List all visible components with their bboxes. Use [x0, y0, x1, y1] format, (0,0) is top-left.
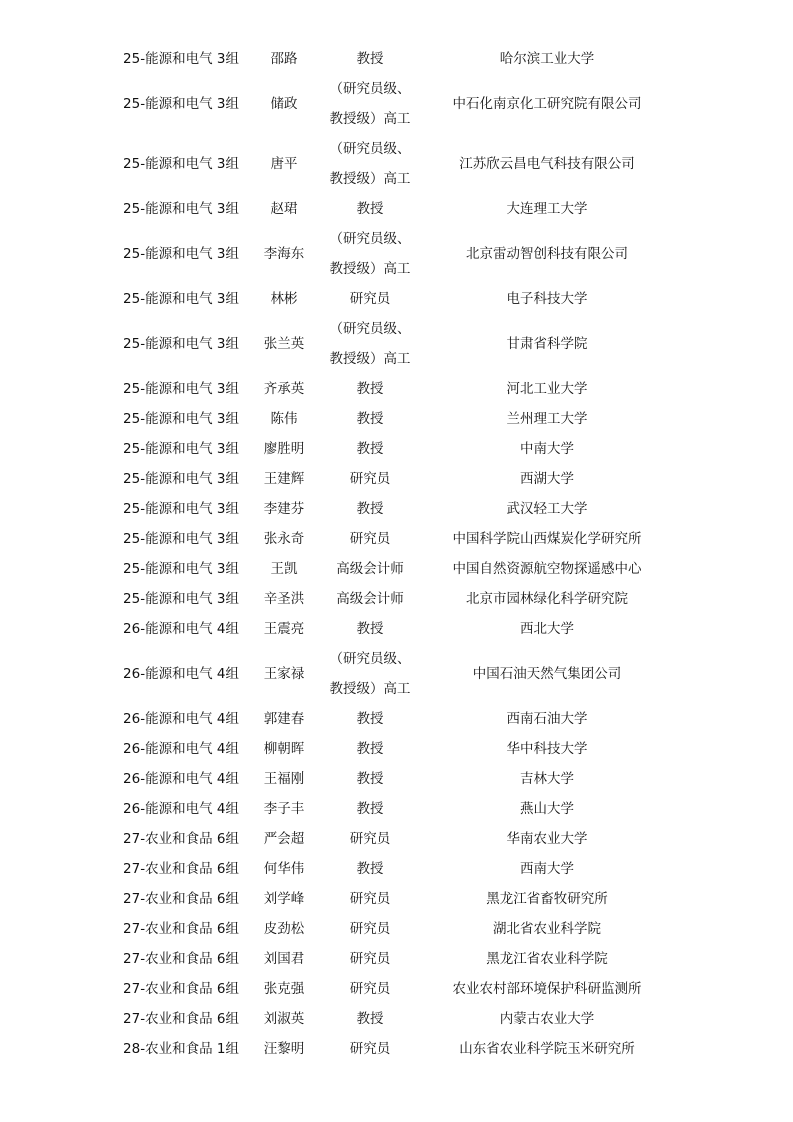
group-cell: 25-能源和电气 3组: [123, 381, 239, 397]
name-cell: 陈伟: [270, 411, 298, 427]
org-cell: 西北大学: [520, 621, 574, 637]
name-cell: 储政: [270, 96, 298, 112]
group-cell: 25-能源和电气 3组: [123, 561, 239, 577]
name-cell: 刘国君: [263, 951, 305, 967]
group-cell: 27-农业和食品 6组: [123, 861, 239, 877]
org-cell: 华中科技大学: [506, 741, 588, 757]
org-cell: 吉林大学: [520, 771, 574, 787]
group-cell: 25-能源和电气 3组: [123, 291, 239, 307]
group-cell: 27-农业和食品 6组: [123, 831, 239, 847]
name-cell: 李建芬: [263, 501, 305, 517]
group-cell: 25-能源和电气 3组: [123, 246, 239, 262]
table-row: [113, 194, 673, 224]
group-cell: 26-能源和电气 4组: [123, 621, 239, 637]
title-line: （研究员级、: [329, 81, 411, 97]
org-cell: 山东省农业科学院玉米研究所: [459, 1041, 635, 1057]
org-cell: 中国自然资源航空物探遥感中心: [452, 561, 642, 577]
name-cell: 唐平: [270, 156, 298, 172]
title-cell: 教授: [356, 711, 384, 727]
table-row: [113, 884, 673, 914]
name-cell: 严会超: [263, 831, 305, 847]
title-cell: 教授: [356, 801, 384, 817]
group-cell: 25-能源和电气 3组: [123, 531, 239, 547]
title-line: 教授级）高工: [329, 681, 411, 697]
table-row: [113, 644, 673, 704]
table-row: [113, 794, 673, 824]
table-row: [113, 1034, 673, 1064]
table-row: [113, 494, 673, 524]
table-row: [113, 584, 673, 614]
title-cell: 教授: [356, 1011, 384, 1027]
group-cell: 25-能源和电气 3组: [123, 441, 239, 457]
group-cell: 26-能源和电气 4组: [123, 801, 239, 817]
name-cell: 刘学峰: [263, 891, 305, 907]
group-cell: 25-能源和电气 3组: [123, 156, 239, 172]
org-cell: 北京市园林绿化科学研究院: [466, 591, 628, 607]
org-cell: 中南大学: [520, 441, 574, 457]
org-cell: 中石化南京化工研究院有限公司: [452, 96, 642, 112]
name-cell: 辛圣洪: [263, 591, 305, 607]
table-row: [113, 704, 673, 734]
table-row: [113, 824, 673, 854]
title-cell: 教授: [356, 861, 384, 877]
title-cell: 研究员: [349, 531, 391, 547]
org-cell: 湖北省农业科学院: [493, 921, 601, 937]
title-cell: 研究员: [349, 831, 391, 847]
title-cell: 教授: [356, 771, 384, 787]
title-line: 教授级）高工: [329, 261, 411, 277]
title-line: （研究员级、: [329, 231, 411, 247]
group-cell: 25-能源和电气 3组: [123, 591, 239, 607]
table-row: [113, 74, 673, 134]
title-line: 教授级）高工: [329, 171, 411, 187]
table-row: [113, 134, 673, 194]
table-row: [113, 764, 673, 794]
group-cell: 26-能源和电气 4组: [123, 771, 239, 787]
name-cell: 李海东: [263, 246, 305, 262]
name-cell: 林彬: [270, 291, 298, 307]
name-cell: 王震亮: [263, 621, 305, 637]
title-cell: [319, 314, 421, 374]
name-cell: 郭建春: [263, 711, 305, 727]
name-cell: 皮劲松: [263, 921, 305, 937]
table-row: [113, 974, 673, 1004]
title-cell: [319, 224, 421, 284]
table-row: [113, 734, 673, 764]
expert-list-body: [113, 44, 673, 1064]
table-row: [113, 434, 673, 464]
name-cell: 张兰英: [263, 336, 305, 352]
group-cell: 26-能源和电气 4组: [123, 666, 239, 682]
title-cell: 教授: [356, 381, 384, 397]
table-row: [113, 1004, 673, 1034]
expert-list-table: [113, 44, 673, 1064]
org-cell: 内蒙古农业大学: [499, 1011, 595, 1027]
table-row: [113, 614, 673, 644]
table-row: [113, 944, 673, 974]
table-row: [113, 464, 673, 494]
group-cell: 27-农业和食品 6组: [123, 891, 239, 907]
org-cell: 中国科学院山西煤炭化学研究所: [452, 531, 642, 547]
title-cell: 教授: [356, 621, 384, 637]
org-cell: 西南大学: [520, 861, 574, 877]
title-cell: 研究员: [349, 981, 391, 997]
title-cell: 研究员: [349, 891, 391, 907]
group-cell: 25-能源和电气 3组: [123, 201, 239, 217]
table-row: [113, 314, 673, 374]
org-cell: 甘肃省科学院: [506, 336, 588, 352]
table-row: [113, 224, 673, 284]
title-cell: 教授: [356, 741, 384, 757]
title-line: （研究员级、: [329, 141, 411, 157]
name-cell: 廖胜明: [263, 441, 305, 457]
group-cell: 27-农业和食品 6组: [123, 1011, 239, 1027]
table-row: [113, 524, 673, 554]
title-cell: 教授: [356, 501, 384, 517]
name-cell: 刘淑英: [263, 1011, 305, 1027]
org-cell: 黑龙江省农业科学院: [486, 951, 608, 967]
group-cell: 27-农业和食品 6组: [123, 951, 239, 967]
org-cell: 电子科技大学: [506, 291, 588, 307]
title-line: 教授级）高工: [329, 351, 411, 367]
org-cell: 黑龙江省畜牧研究所: [486, 891, 608, 907]
title-cell: 教授: [356, 51, 384, 67]
table-row: [113, 284, 673, 314]
group-cell: 27-农业和食品 6组: [123, 981, 239, 997]
title-cell: 研究员: [349, 921, 391, 937]
table-row: [113, 854, 673, 884]
table-row: [113, 374, 673, 404]
title-cell: 研究员: [349, 951, 391, 967]
table-row: [113, 44, 673, 74]
group-cell: 25-能源和电气 3组: [123, 96, 239, 112]
title-line: （研究员级、: [329, 651, 411, 667]
title-cell: 教授: [356, 441, 384, 457]
title-cell: [319, 134, 421, 194]
name-cell: 柳朝晖: [263, 741, 305, 757]
name-cell: 赵珺: [270, 201, 298, 217]
org-cell: 河北工业大学: [506, 381, 588, 397]
org-cell: 大连理工大学: [506, 201, 588, 217]
title-line: 教授级）高工: [329, 111, 411, 127]
name-cell: 何华伟: [263, 861, 305, 877]
title-cell: [319, 74, 421, 134]
group-cell: 25-能源和电气 3组: [123, 411, 239, 427]
group-cell: 26-能源和电气 4组: [123, 711, 239, 727]
org-cell: 西南石油大学: [506, 711, 588, 727]
org-cell: 农业农村部环境保护科研监测所: [452, 981, 642, 997]
title-line: （研究员级、: [329, 321, 411, 337]
group-cell: 25-能源和电气 3组: [123, 501, 239, 517]
group-cell: 27-农业和食品 6组: [123, 921, 239, 937]
name-cell: 王福刚: [263, 771, 305, 787]
name-cell: 张克强: [263, 981, 305, 997]
org-cell: 燕山大学: [520, 801, 574, 817]
name-cell: 张永奇: [263, 531, 305, 547]
title-cell: 教授: [356, 411, 384, 427]
table-row: [113, 914, 673, 944]
org-cell: 华南农业大学: [506, 831, 588, 847]
title-cell: 研究员: [349, 471, 391, 487]
name-cell: 李子丰: [263, 801, 305, 817]
name-cell: 邵路: [270, 51, 298, 67]
org-cell: 江苏欣云昌电气科技有限公司: [459, 156, 635, 172]
org-cell: 武汉轻工大学: [506, 501, 588, 517]
name-cell: 齐承英: [263, 381, 305, 397]
group-cell: 25-能源和电气 3组: [123, 51, 239, 67]
table-row: [113, 404, 673, 434]
group-cell: 25-能源和电气 3组: [123, 336, 239, 352]
name-cell: 王凯: [270, 561, 298, 577]
org-cell: 西湖大学: [520, 471, 574, 487]
title-cell: [319, 644, 421, 704]
name-cell: 王建辉: [263, 471, 305, 487]
title-cell: 研究员: [349, 291, 391, 307]
title-cell: 高级会计师: [336, 591, 404, 607]
group-cell: 25-能源和电气 3组: [123, 471, 239, 487]
org-cell: 兰州理工大学: [506, 411, 588, 427]
group-cell: 26-能源和电气 4组: [123, 741, 239, 757]
group-cell: 28-农业和食品 1组: [123, 1041, 239, 1057]
table-row: [113, 554, 673, 584]
org-cell: 哈尔滨工业大学: [499, 51, 595, 67]
name-cell: 王家禄: [263, 666, 305, 682]
title-cell: 教授: [356, 201, 384, 217]
title-cell: 高级会计师: [336, 561, 404, 577]
name-cell: 汪黎明: [263, 1041, 305, 1057]
title-cell: 研究员: [349, 1041, 391, 1057]
org-cell: 中国石油天然气集团公司: [472, 666, 622, 682]
org-cell: 北京雷动智创科技有限公司: [466, 246, 628, 262]
